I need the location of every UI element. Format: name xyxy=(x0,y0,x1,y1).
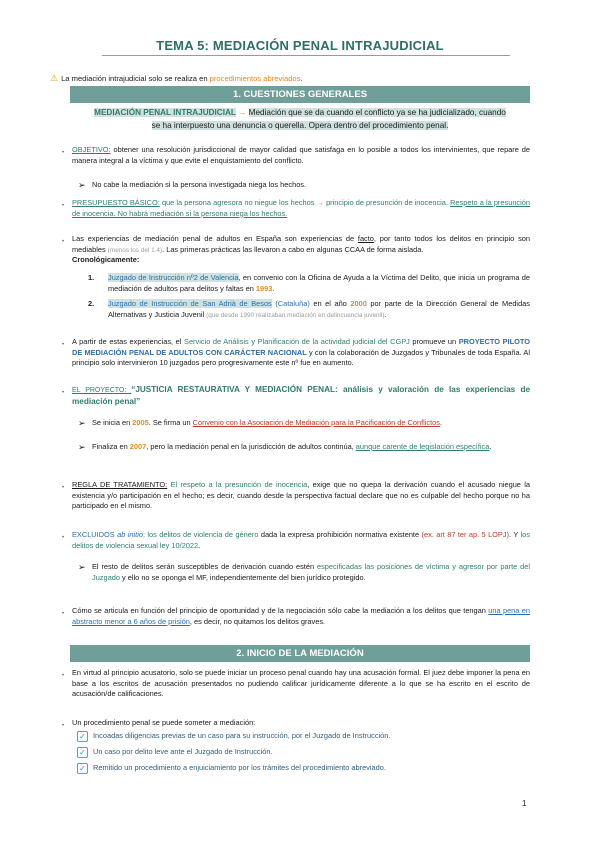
page-title: TEMA 5: MEDIACIÓN PENAL INTRAJUDICIAL xyxy=(156,38,444,53)
check-item: Incoadas diligencias previas de un caso para su instrucción, por el Juzgado de Instrucción. xyxy=(93,731,391,740)
arrow-bullet-icon: ➢ xyxy=(78,418,86,428)
bullet-icon: • xyxy=(62,239,65,245)
bullet-icon: • xyxy=(62,723,65,729)
chrono-item-san-adria: Juzgado de Instrucción de San Adrià de Besos (Cataluña) en el año 2000 por parte de la Dirección General de Medidas Alternativas y Justicia Juvenil (que desde 1990 realizaban mediación en delincuencia juvenil). xyxy=(108,299,530,319)
excluidos-note: El resto de delitos serán susceptibles de derivación cuando estén especificadas las posiciones de víctima y agresor por parte del Juzgado y ello no se oponga el MF, independientemente del bien jurídico protegido. xyxy=(92,562,531,582)
cgpj-paragraph: A partir de estas experiencias, el Servicio de Análisis y Planificación de la actividad judicial del CGPJ promueve un PROYECTO PILOTO DE MEDIACIÓN PENAL DE ADULTOS CON CARÁCTER NACIONAL y con la colaboración de Juzgados y Tribunales de toda España. Al principio solo intervinieron 10 juzgados pero progresivamente este nº fue en aumento. xyxy=(72,337,530,368)
title-divider xyxy=(102,55,510,56)
definition-term: MEDIACIÓN PENAL INTRAJUDICIAL xyxy=(94,108,236,117)
proyecto-inicio: Se inicia en 2005. Se firma un Convenio con la Asociación de Mediación para la Pacificación de Conflictos. xyxy=(92,418,443,427)
objetivo-note: No cabe la mediación si la persona investigada niega los hechos. xyxy=(92,180,307,189)
acusatorio-paragraph: En virtud al principio acusatorio, solo se puede iniciar un proceso penal cuando hay una acusación formal. El juez debe imponer la pena en base a los escritos de acusación presentados no pudiendo calificar jurídicamente diferente a lo que se ha escrito en el escrito de acusación/de calificaciones. xyxy=(72,668,530,699)
section-header-inicio-mediacion: 2. INICIO DE LA MEDIACIÓN xyxy=(70,645,530,662)
objetivo-paragraph: OBJETIVO: obtener una resolución jurisdiccional de mayor calidad que satisfaga en lo posible a todos los intervinientes, que repare de manera integral a la víctima y que evite el enquistamiento del conflicto. xyxy=(72,145,530,165)
checkbox-checked-icon: ✓ xyxy=(77,747,88,758)
mediacion-intro: Un procedimiento penal se puede someter a mediación: xyxy=(72,718,256,727)
abbreviated-procedures-link: procedimientos abreviados xyxy=(209,74,301,83)
list-number: 1. xyxy=(88,273,95,282)
section-header-cuestiones-generales: 1. CUESTIONES GENERALES xyxy=(70,86,530,103)
warning-note: ⚠ La mediación intrajudicial solo se realiza en procedimientos abreviados. xyxy=(50,73,303,83)
proyecto-paragraph: EL PROYECTO: “JUSTICIA RESTAURATIVA Y MEDIACIÓN PENAL: análisis y valoración de las experiencias de mediación penal” xyxy=(72,385,531,407)
arrow-bullet-icon: ➢ xyxy=(78,562,86,572)
excluidos-paragraph: EXCLUIDOS ab initio: los delitos de violencia de género dada la expresa prohibición normativa existente (ex. art 87 ter ap. 5 LOPJ). Y los delitos de violencia sexual ley 10/2022. xyxy=(72,530,530,550)
articula-paragraph: Cómo se articula en función del principio de oportunidad y de la negociación sólo cabe la mediación a los delitos que tengan una pena en abstracto menor a 6 años de prisión, es decir, no quitamos los delitos graves. xyxy=(72,606,530,626)
bullet-icon: • xyxy=(62,611,65,617)
check-item: Un caso por delito leve ante el Juzgado de Instrucción. xyxy=(93,747,273,756)
bullet-icon: • xyxy=(62,150,65,156)
presupuesto-paragraph: PRESUPUESTO BÁSICO: que la persona agresora no niegue los hechos → principio de presunción de inocencia. Respeto a la presunción de inocencia. No habrá mediación si la persona niega los hechos. xyxy=(72,198,530,218)
proyecto-fin: Finaliza en 2007, pero la mediación penal en la jurisdicción de adultos continúa, aunque carente de legislación específica. xyxy=(92,442,492,451)
bullet-icon: • xyxy=(62,535,65,541)
chrono-item-valencia: Juzgado de Instrucción nº2 de Valencia, en convenio con la Oficina de Ayuda a la Víctima del Delito, que inicia un programa de mediación de adultos para delitos y faltas en 1993. xyxy=(108,273,530,293)
checkbox-checked-icon: ✓ xyxy=(77,731,88,742)
definition-block: MEDIACIÓN PENAL INTRAJUDICIAL → Mediación que se da cuando el conflicto ya se ha judicializado, cuando se ha interpuesto una denuncia o querella. Opera dentro del procedimiento penal. xyxy=(94,108,506,130)
bullet-icon: • xyxy=(62,342,65,348)
bullet-icon: • xyxy=(62,485,65,491)
bullet-icon: • xyxy=(62,390,65,396)
check-item: Remitido un procedimiento a enjuiciamiento por los trámites del procedimiento abreviado. xyxy=(93,763,386,772)
bullet-icon: • xyxy=(62,673,65,679)
checkbox-checked-icon: ✓ xyxy=(77,763,88,774)
arrow-bullet-icon: ➢ xyxy=(78,180,86,190)
experiencias-paragraph: Las experiencias de mediación penal de adultos en España son experiencias de facto, por tanto todos los delitos en principio son mediables (menos los del 1.4). Las primeras prácticas las llevaron a cabo en algunas CCAA de forma aislada. Cronológicamente: xyxy=(72,234,530,265)
bullet-icon: • xyxy=(62,203,65,209)
page-number: 1 xyxy=(522,799,527,808)
regla-paragraph: REGLA DE TRATAMIENTO: El respeto a la presunción de inocencia, exige que no quepa la derivación cuando el acusado niegue la existencia y/o participación en el hecho; es decir, cuando desde la perspectiva factual declare que no es culpable del hecho porque no ha participado en el mismo. xyxy=(72,480,530,511)
list-number: 2. xyxy=(88,299,95,308)
arrow-bullet-icon: ➢ xyxy=(78,442,86,452)
warning-icon: ⚠ xyxy=(50,73,59,83)
